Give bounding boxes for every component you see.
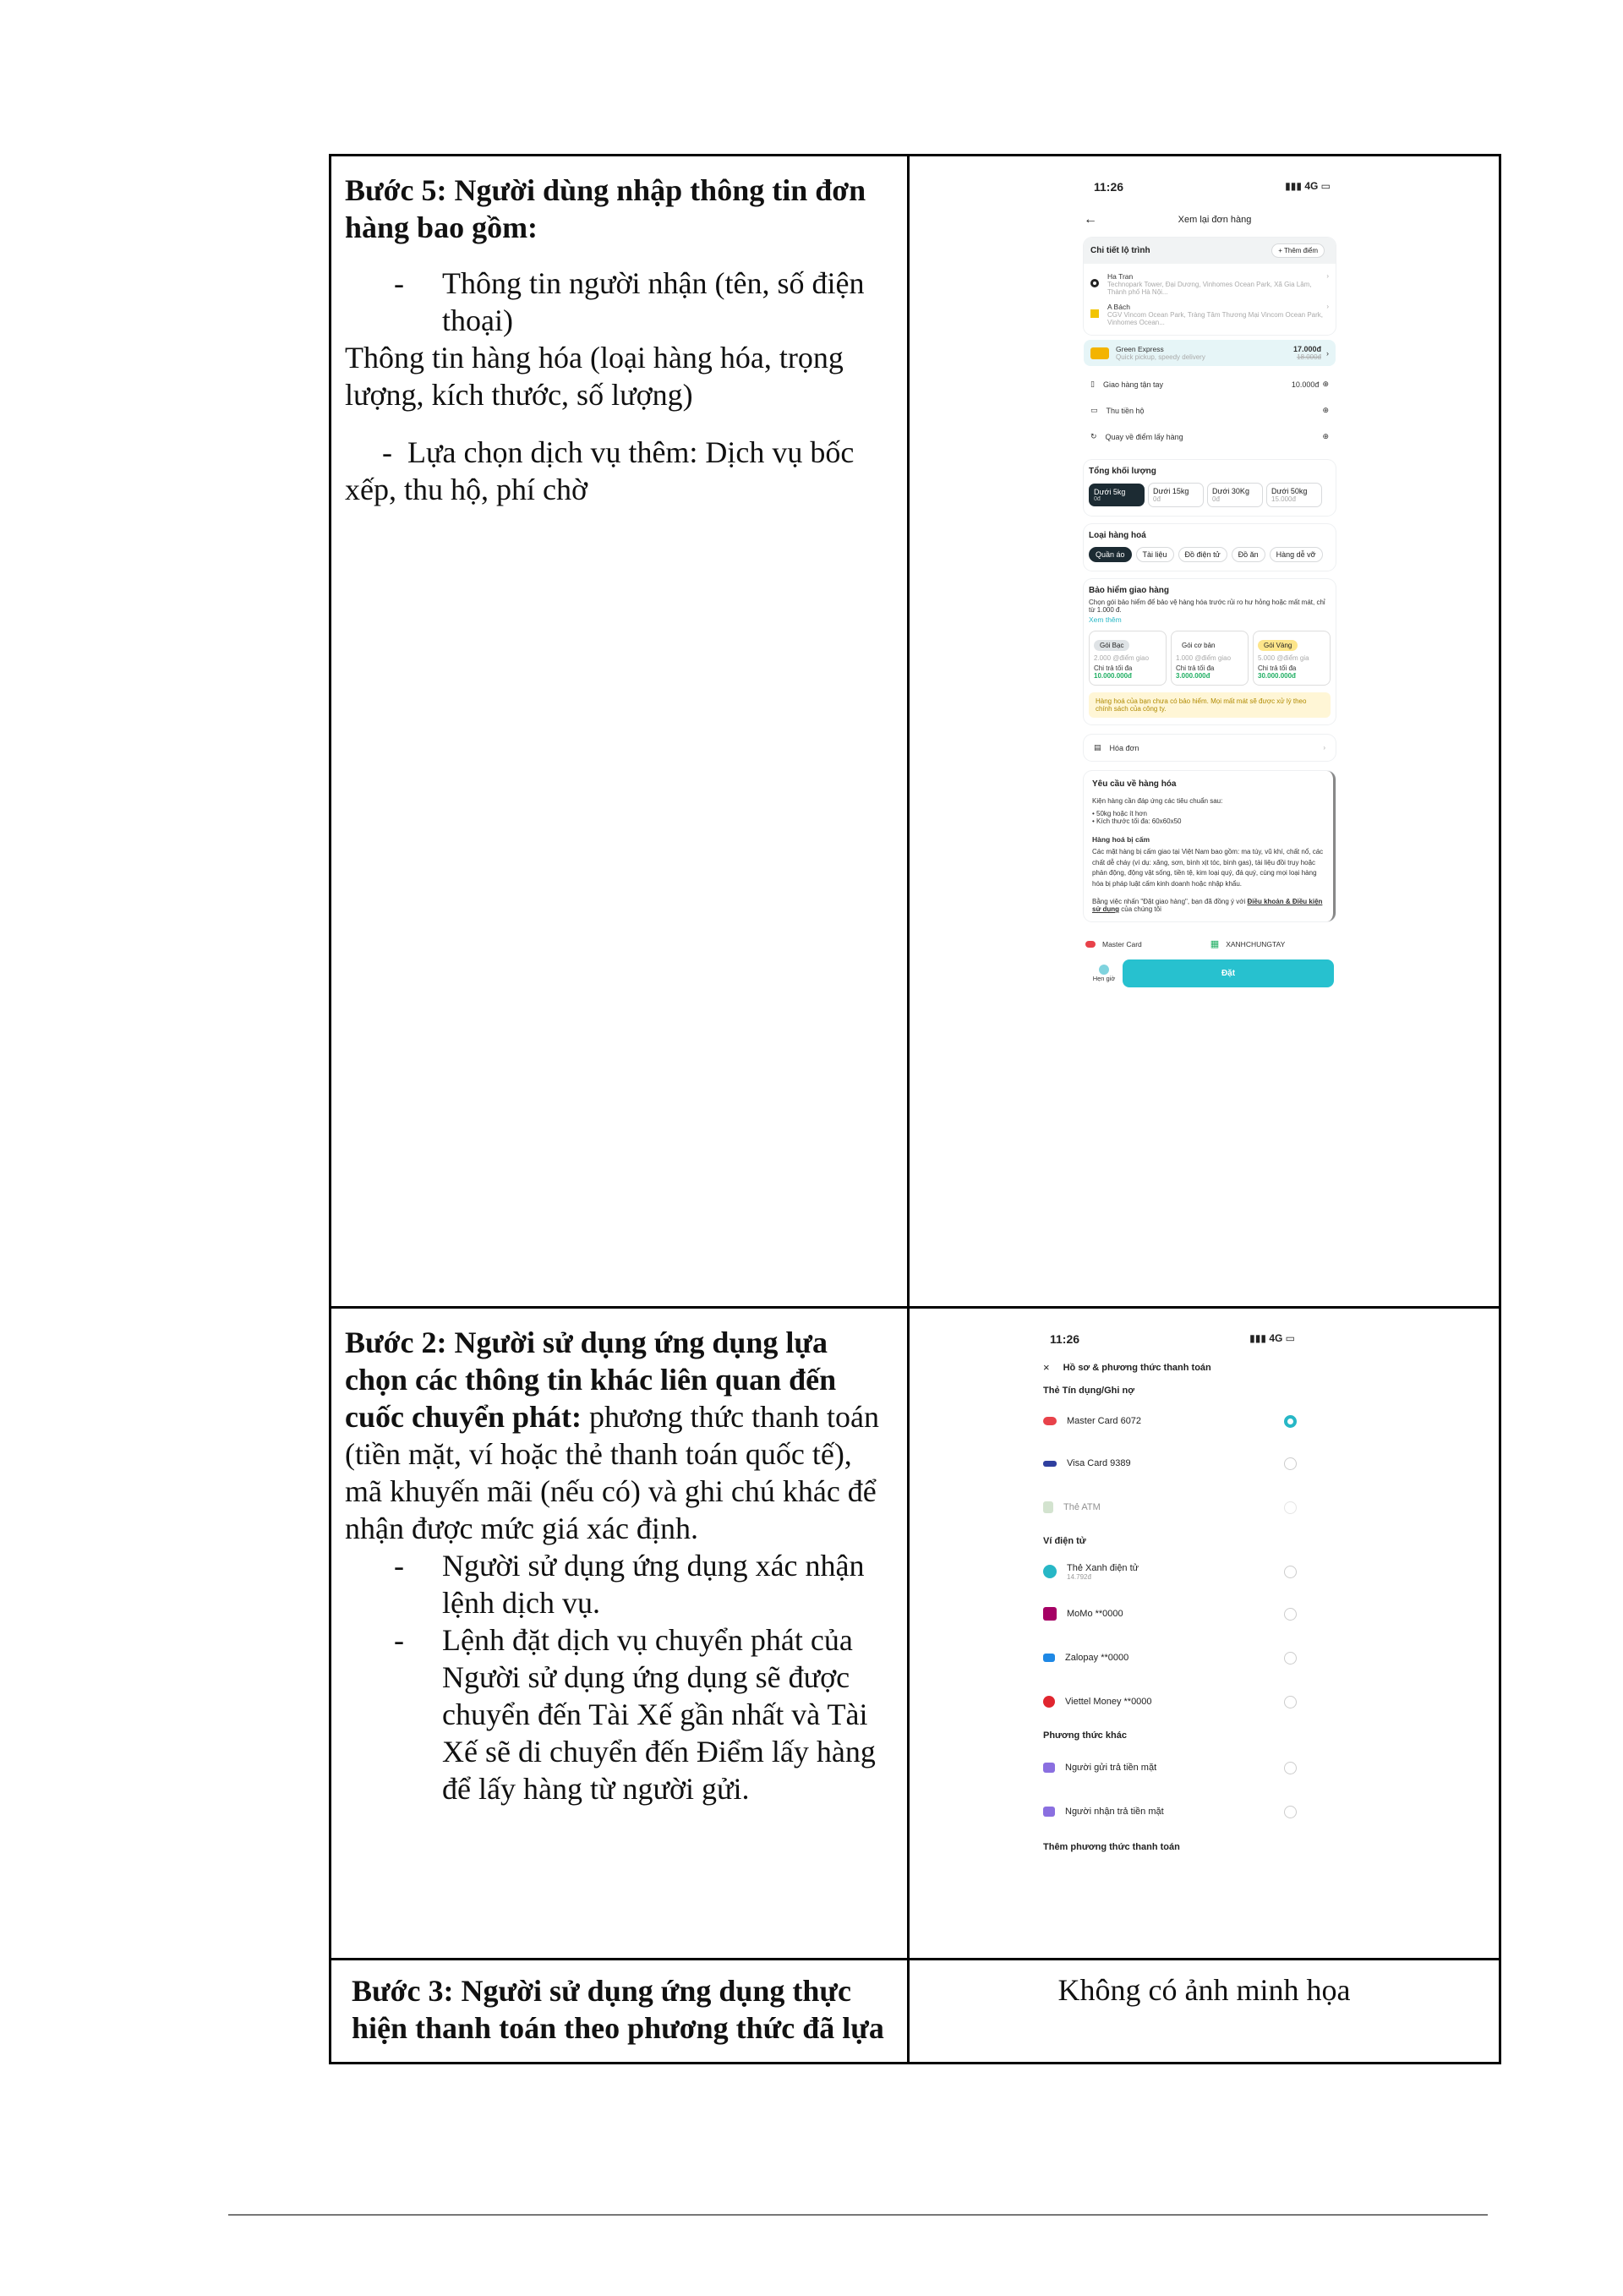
goods-chip[interactable]: Quần áo — [1089, 547, 1132, 562]
goods-chip[interactable]: Tài liệu — [1136, 547, 1174, 562]
weight-option[interactable] — [1089, 484, 1145, 506]
dropoff-square-icon — [1090, 309, 1099, 318]
step5-image-cell — [909, 156, 1500, 1308]
weight-price: 0đ — [1212, 495, 1220, 503]
option-label: Master Card 6072 — [1067, 1416, 1142, 1426]
return-icon: ↻ — [1090, 432, 1097, 440]
addon-label: Giao hàng tận tay — [1102, 380, 1164, 389]
weight-label: Dưới 50kg — [1271, 487, 1308, 495]
plan-amount: 30.000.000đ — [1258, 672, 1296, 680]
step3-title: Bước 3: Người sử dụng ứng dụng thực hiện thanh toán theo phương thức đã lựa — [352, 1974, 884, 2045]
plan-cap: Chi trả tối đa — [1094, 664, 1133, 672]
no-image-note: Không có ảnh minh họa — [1057, 1973, 1351, 2007]
radio-button[interactable] — [1284, 1696, 1297, 1708]
req-item: • Kích thước tối đa: 60x60x50 — [1092, 817, 1182, 825]
step2-text-cell — [331, 1308, 909, 1960]
step5-text-cell — [331, 156, 909, 1308]
section-other: Phương thức khác — [1043, 1730, 1127, 1741]
option-label: Người nhận trả tiền mặt — [1065, 1807, 1164, 1817]
weight-title: Tổng khối lượng — [1089, 467, 1156, 476]
option-label: Người gửi trả tiền mặt — [1065, 1763, 1157, 1773]
section-wallets: Ví điện tử — [1043, 1536, 1086, 1546]
step2-title: Bước 2: Người sử dụng ứng dụng lựa chọn các thông tin khác liên quan đến cuốc chuyển phát: — [345, 1326, 837, 1434]
payment-option[interactable] — [1035, 1790, 1305, 1834]
payment-option[interactable] — [1035, 1636, 1305, 1680]
viettel-money-icon — [1043, 1696, 1055, 1708]
table-row — [331, 156, 1500, 1308]
payment-header: Hồ sơ & phương thức thanh toán — [1063, 1362, 1211, 1373]
goods-chip[interactable]: Đồ ăn — [1232, 547, 1265, 562]
dash-marker: - — [382, 435, 392, 469]
visa-icon — [1043, 1461, 1057, 1467]
back-arrow-icon[interactable]: ← — [1084, 212, 1097, 227]
radio-button[interactable] — [1284, 1457, 1297, 1470]
atm-card-icon — [1043, 1501, 1053, 1513]
invoice-label: Hóa đơn — [1109, 743, 1139, 752]
option-label: Thẻ Xanh điện tử — [1067, 1562, 1139, 1573]
step2-bullet — [345, 1621, 895, 1807]
schedule-label: Hẹn giờ — [1092, 975, 1116, 982]
addon-row[interactable] — [1079, 424, 1341, 450]
weight-option[interactable] — [1207, 483, 1263, 507]
goods-title: Loại hàng hoá — [1089, 531, 1146, 540]
requirements-card — [1084, 771, 1336, 921]
pickup-dot-icon — [1090, 279, 1099, 287]
insurance-plan[interactable] — [1253, 631, 1331, 686]
route-card — [1084, 238, 1336, 335]
plus-icon[interactable]: ⊕ — [1322, 380, 1329, 388]
step5-receiver-info: Thông tin người nhận (tên, số điện thoại) — [442, 266, 865, 337]
plan-points: 1.000 @điểm giao — [1176, 654, 1232, 662]
chevron-right-icon: › — [1326, 348, 1329, 358]
step2-bullet — [345, 1547, 895, 1621]
step3-text-cell — [331, 1960, 909, 2064]
step5-title: Bước 5: Người dùng nhập thông tin đơn hàng bao gồm: — [345, 173, 866, 244]
step3-image-cell — [909, 1960, 1500, 2064]
chevron-right-icon: › — [1326, 303, 1329, 310]
status-time: 11:26 — [1050, 1332, 1080, 1346]
addon-price: 10.000đ — [1291, 380, 1320, 389]
table-row — [331, 1960, 1500, 2064]
step5-extra-services — [345, 434, 895, 508]
service-price: 17.000đ — [1292, 345, 1321, 353]
network-label: 4G — [1304, 180, 1319, 192]
network-label: 4G — [1269, 1332, 1283, 1344]
weight-card — [1084, 460, 1336, 516]
plan-amount: 10.000.000đ — [1094, 672, 1132, 680]
status-bar — [1079, 175, 1341, 194]
addon-list — [1079, 371, 1341, 450]
service-desc: Quick pickup, speedy delivery — [1116, 353, 1205, 361]
ban-title: Hàng hoá bị cấm — [1092, 835, 1150, 844]
radio-button[interactable] — [1284, 1652, 1297, 1665]
pickup-name: Ha Tran — [1107, 272, 1134, 281]
review-topbar — [1079, 194, 1341, 232]
weight-option[interactable] — [1266, 483, 1322, 507]
plan-amount: 3.000.000đ — [1176, 672, 1210, 680]
plus-icon[interactable]: ⊕ — [1322, 406, 1329, 414]
footer-divider — [228, 2214, 1488, 2216]
option-label: Viettel Money **0000 — [1065, 1697, 1152, 1707]
req-item: • 50kg hoặc ít hơn — [1092, 810, 1147, 817]
dropoff-name: A Bách — [1107, 303, 1130, 311]
payment-option[interactable] — [1035, 1401, 1305, 1441]
step2-bullet-text: Lệnh đặt dịch vụ chuyển phát của Người sử dụng ứng dụng sẽ được chuyển đến Tài Xế gần nhất và Tài Xế sẽ di chuyển đến Điểm lấy hàng để lấy hàng từ người gửi. — [442, 1623, 876, 1806]
payment-option[interactable] — [1035, 1441, 1305, 1485]
step5-dash-item — [345, 265, 895, 339]
radio-button[interactable] — [1284, 1415, 1297, 1428]
ban-text: Các mặt hàng bị cấm giao tại Việt Nam bao gồm: ma túy, vũ khí, chất nổ, các chất dễ cháy (ví dụ: xăng, sơn, bình xịt tóc, bình gas), tài liệu đồi trụy hoặc phản động, động vật sống, tiền tệ, kim loại quý, đá quý, cùng mọi loại hàng hóa bị pháp luật cấm kinh doanh hoặc nhập khẩu. — [1092, 848, 1324, 888]
goods-card — [1084, 524, 1336, 571]
payment-option[interactable] — [1035, 1485, 1305, 1529]
option-label: Visa Card 9389 — [1067, 1458, 1131, 1468]
step2-bullet-text: Người sử dụng ứng dụng xác nhận lệnh dịch vụ. — [442, 1549, 865, 1620]
close-icon[interactable]: × — [1043, 1361, 1050, 1374]
green-wallet-icon — [1043, 1565, 1057, 1578]
addon-label: Quay về điểm lấy hàng — [1105, 432, 1183, 441]
section-cards: Thẻ Tín dụng/Ghi nợ — [1043, 1386, 1135, 1396]
payment-methods-screenshot — [1035, 1327, 1305, 1911]
insurance-plan[interactable] — [1089, 631, 1167, 686]
radio-button[interactable] — [1284, 1566, 1297, 1578]
table-row — [331, 1308, 1500, 1960]
terms-link[interactable]: Điều khoản & Điều kiện sử dụng — [1092, 898, 1323, 913]
service-name: Green Express — [1116, 345, 1164, 353]
plan-name: Gói Vàng — [1258, 640, 1298, 651]
handover-icon: ▯ — [1090, 380, 1095, 388]
plan-points: 2.000 @điểm giao — [1094, 654, 1150, 662]
option-label: Thẻ ATM — [1063, 1502, 1101, 1512]
cash-icon: ▭ — [1090, 406, 1098, 414]
plus-icon[interactable]: ⊕ — [1322, 432, 1329, 440]
invoice-icon: ▤ — [1094, 743, 1101, 752]
weight-label: Dưới 5kg — [1094, 488, 1126, 496]
payment-topbar — [1035, 1346, 1305, 1379]
radio-button[interactable] — [1284, 1762, 1297, 1774]
plan-points: 5.000 @điểm gia — [1258, 654, 1309, 662]
mastercard-icon — [1043, 1417, 1057, 1425]
step2-image-cell — [909, 1308, 1500, 1960]
radio-button[interactable] — [1284, 1806, 1297, 1818]
addon-label: Thu tiền hộ — [1106, 406, 1145, 415]
insurance-more-link[interactable]: Xem thêm — [1089, 615, 1122, 624]
mastercard-icon — [1085, 941, 1096, 948]
cash-icon — [1043, 1763, 1055, 1773]
weight-price: 0đ — [1153, 495, 1161, 503]
terms-pre: Bằng việc nhấn "Đặt giao hàng", bạn đã đồng ý với — [1092, 898, 1246, 905]
place-order-button[interactable]: Đặt — [1123, 959, 1334, 987]
payment-option[interactable] — [1035, 1680, 1305, 1724]
insurance-warning: Hàng hoá của bạn chưa có bảo hiểm. Mọi mất mát sẽ được xử lý theo chính sách của công ty. — [1089, 692, 1331, 718]
insurance-desc: Chọn gói bảo hiểm để bảo vệ hàng hóa trước rủi ro hư hỏng hoặc mất mát, chỉ từ 1.000 đ. — [1089, 599, 1325, 614]
goods-chip[interactable]: Đồ điện tử — [1178, 547, 1227, 562]
clock-icon — [1099, 965, 1109, 975]
invoice-row[interactable] — [1084, 735, 1336, 761]
steps-table — [329, 154, 1501, 2064]
promo-icon: ▦ — [1210, 939, 1220, 949]
plan-cap: Chi trả tối đa — [1258, 664, 1297, 672]
radio-button[interactable] — [1284, 1608, 1297, 1621]
dash-marker: - — [394, 1623, 404, 1657]
dropoff-row[interactable] — [1084, 299, 1336, 335]
weight-price: 0đ — [1094, 496, 1101, 502]
dash-marker: - — [394, 266, 404, 300]
payment-option[interactable] — [1035, 1551, 1305, 1592]
add-payment-method[interactable]: Thêm phương thức thanh toán — [1043, 1842, 1180, 1852]
weight-option[interactable] — [1148, 483, 1204, 507]
req-sub: Kiện hàng cần đáp ứng các tiêu chuẩn sau: — [1092, 797, 1223, 805]
pickup-row[interactable] — [1084, 264, 1336, 299]
promo-code[interactable]: XANHCHUNGTAY — [1226, 939, 1286, 948]
weight-label: Dưới 30Kg — [1212, 487, 1249, 495]
wallet-balance: 14.792đ — [1067, 1572, 1091, 1581]
review-header: Xem lại đơn hàng — [1178, 215, 1252, 225]
weight-label: Dưới 15kg — [1153, 487, 1189, 495]
pickup-address: Technopark Tower, Đại Dương, Vinhomes Ocean Park, Xã Gia Lâm, Thành phố Hà Nội... — [1107, 281, 1312, 296]
service-old-price: 18.000đ — [1297, 353, 1321, 361]
step5-extra-text: Lựa chọn dịch vụ thêm: Dịch vụ bốc xếp, thu hộ, phí chờ — [345, 435, 855, 506]
dropoff-address: CGV Vincom Ocean Park, Tràng Tâm Thương Mại Vincom Ocean Park, Vinhomes Ocean... — [1107, 311, 1324, 326]
checkout-bar — [1079, 927, 1341, 956]
schedule-button[interactable] — [1085, 965, 1123, 982]
chevron-right-icon: › — [1323, 744, 1325, 752]
step2-description: phương thức thanh toán (tiền mặt, ví hoặc thẻ thanh toán quốc tế), mã khuyến mãi (nếu có) và ghi chú khác để nhận được mức giá xác định. — [345, 1400, 880, 1545]
payment-method[interactable]: Master Card — [1102, 939, 1142, 948]
status-bar — [1035, 1327, 1305, 1346]
option-label: Zalopay **0000 — [1065, 1653, 1129, 1663]
req-title: Yêu cầu về hàng hóa — [1092, 779, 1177, 789]
step5-goods-info: Thông tin hàng hóa (loại hàng hóa, trọng lượng, kích thước, số lượng) — [345, 341, 844, 412]
order-bar — [1079, 956, 1341, 991]
addon-row[interactable] — [1079, 371, 1341, 397]
cash-icon — [1043, 1807, 1055, 1817]
route-title: Chi tiết lộ trình — [1090, 246, 1150, 255]
terms-post: của chúng tôi — [1121, 905, 1161, 913]
plan-name: Gói cơ bản — [1182, 642, 1216, 649]
addon-row[interactable] — [1079, 397, 1341, 424]
add-stop-button[interactable]: + Thêm điểm — [1271, 243, 1325, 258]
insurance-plan[interactable] — [1171, 631, 1249, 686]
goods-chip[interactable]: Hàng dễ vỡ — [1270, 547, 1323, 562]
truck-icon — [1090, 347, 1109, 359]
plan-name: Gói Bạc — [1094, 640, 1129, 651]
option-label: MoMo **0000 — [1067, 1609, 1123, 1619]
status-net: ▮▮▮ 4G ▭ — [1285, 180, 1331, 192]
order-review-screenshot — [1079, 175, 1341, 1266]
insurance-title: Bảo hiểm giao hàng — [1089, 586, 1170, 595]
plan-cap: Chi trả tối đa — [1176, 664, 1215, 672]
insurance-card — [1084, 579, 1336, 724]
payment-option[interactable] — [1035, 1592, 1305, 1636]
dash-marker: - — [394, 1549, 404, 1583]
service-row[interactable] — [1084, 340, 1336, 366]
weight-price: 15.000đ — [1271, 495, 1296, 503]
zalopay-icon — [1043, 1654, 1055, 1662]
radio-button[interactable] — [1284, 1501, 1297, 1514]
status-net: ▮▮▮ 4G ▭ — [1249, 1332, 1295, 1344]
status-time: 11:26 — [1094, 180, 1124, 194]
momo-icon — [1043, 1607, 1057, 1621]
payment-option[interactable] — [1035, 1746, 1305, 1790]
chevron-right-icon: › — [1326, 272, 1329, 280]
